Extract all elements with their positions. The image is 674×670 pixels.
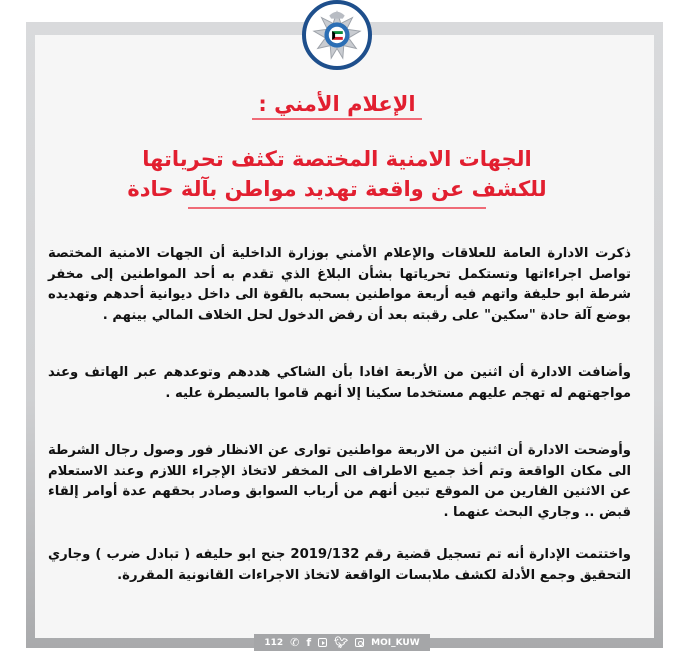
headline-underline — [188, 207, 486, 209]
police-star-emblem-icon — [308, 6, 366, 64]
paragraph-1: ذكرت الادارة العامة للعلاقات والإعلام الأمني بوزارة الداخلية أن الجهات الامنية المختصة تواصل اجراءاتها وتستكمل تحرياتها بشأن البلاغ الذي تقدم به أحد المواطنين إلى مخفر شرطة ابو حليفة واتهم فيه أربعة مواطنين بسحبه بالقوة الى داخل ديوانية أحدهم وتهديده بوضع آلة حادة "سكين" على رقبته بعد أن رفض الدخول لحل الخلاف المالي بينهم . — [48, 246, 631, 323]
instagram-icon[interactable] — [355, 638, 364, 647]
twitter-icon[interactable]: 🐦︎ — [334, 636, 349, 649]
paragraph-3: وأوضحت الادارة أن اثنين من الاربعة مواطنين توارى عن الانظار فور وصول رجال الشرطة الى مكان الواقعة وتم أخذ جميع الاطراف الى المخفر لاتخاذ الإجراء اللازم وعند الاستعلام عن الاثنين الفارين من الموقع تبين أنهم من أرباب السوابق وصادر بحقهم عدة أوامر إلقاء قبض .. وجاري البحث عنهما . — [48, 443, 631, 520]
kicker-text: الإعلام الأمني : — [252, 92, 421, 120]
paragraph-2: وأضافت الادارة أن اثنين من الأربعة افادا بأن الشاكي هددهم وتوعدهم عبر الهاتف وعند مواجهتهم له تهجم عليهم مستخدما سكينا إلا أنهم قاموا بالسيطرة عليه . — [48, 365, 631, 401]
youtube-icon[interactable] — [318, 638, 327, 647]
social-handle[interactable]: MOI_KUW — [371, 637, 420, 648]
footer-contact-bar — [254, 634, 430, 651]
facebook-icon[interactable]: f — [306, 636, 312, 649]
kuwait-police-logo — [302, 0, 372, 70]
headline-line-1: الجهات الامنية المختصة تكثف تحرياتها — [142, 147, 532, 171]
headline-line-2: للكشف عن واقعة تهديد مواطن بآلة حادة — [127, 177, 547, 201]
phone-icon: ✆ — [290, 636, 300, 649]
section-kicker — [0, 90, 674, 118]
hotline-number: 112 — [264, 637, 284, 648]
headline — [0, 144, 674, 209]
paragraph-4: واختتمت الإدارة أنه تم تسجيل قضية رقم 2019/132 جنح ابو حليفه ( تبادل ضرب ) وجاري التحقيق وجمع الأدلة لكشف ملابسات الواقعة لاتخاذ الاجراءات القانونية المقررة. — [48, 547, 632, 583]
